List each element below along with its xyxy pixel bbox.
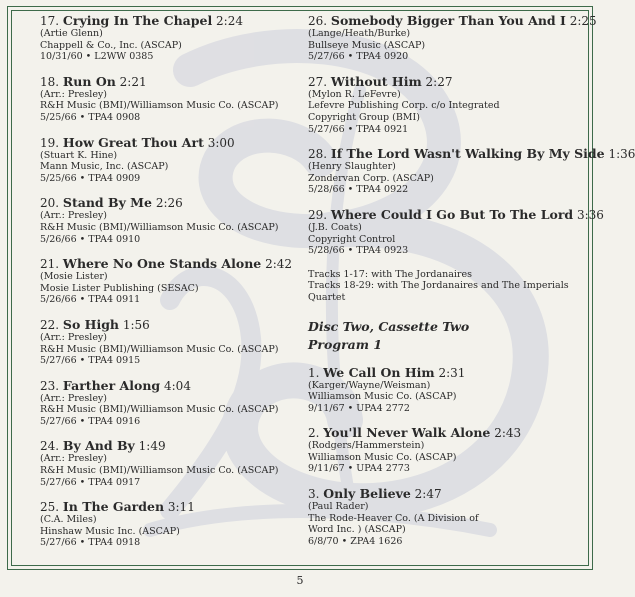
track-title-line: [308, 206, 604, 222]
track-credit-line: Williamson Music Co. (ASCAP): [308, 391, 457, 403]
track-credit-line: Lefevre Publishing Corp. c/o Integrated: [308, 100, 500, 112]
track-credit-line: (Arr.: Presley): [40, 453, 108, 465]
track-credit-line: R&H Music (BMI)/Williamson Music Co. (ASCAP): [40, 465, 279, 477]
track-credit-line: Copyright Group (BMI): [308, 111, 420, 123]
track-entry: [40, 196, 300, 245]
note-line: Quartet: [308, 291, 346, 303]
track-credit-line: Chappell & Co., Inc. (ASCAP): [40, 39, 182, 51]
track-title: Run On: [62, 73, 116, 89]
disc-heading: Disc Two, Cassette Two: [308, 318, 470, 334]
track-number: 19.: [40, 135, 60, 150]
track-entry: [40, 318, 300, 367]
track-credit-line: (Karger/Wayne/Weisman): [308, 379, 431, 391]
track-credit-line: Williamson Music Co. (ASCAP): [308, 451, 457, 463]
track-entry: [308, 75, 578, 135]
track-number: 27.: [308, 74, 328, 89]
track-entry: [40, 439, 300, 488]
track-credit-line: 6/8/70 • ZPA4 1626: [308, 535, 403, 547]
track-credit-line: (Arr.: Presley): [40, 392, 108, 404]
track-entry: [308, 366, 578, 415]
track-credit-line: 5/26/66 • TPA4 0911: [40, 294, 141, 306]
track-title-line: [308, 366, 578, 380]
track-title: So High: [62, 316, 120, 332]
recording-notes: [308, 269, 578, 304]
track-credit-line: R&H Music (BMI)/Williamson Music Co. (ASCAP): [40, 221, 279, 233]
track-title: In The Garden: [62, 499, 165, 515]
track-duration: 2:27: [425, 74, 453, 89]
track-credit-line: Bullseye Music (ASCAP): [308, 39, 426, 51]
track-duration: 3:00: [207, 135, 235, 150]
track-number: 1.: [308, 365, 320, 380]
track-entry: [40, 379, 300, 428]
note-line: Tracks 1-17: with The Jordanaires: [308, 268, 472, 280]
track-credit-line: 5/27/66 • TPA4 0921: [308, 123, 409, 135]
track-credit-line: Mosie Lister Publishing (SESAC): [40, 282, 199, 294]
track-entry: [308, 426, 578, 475]
program-heading: Program 1: [308, 336, 383, 352]
track-duration: 2:47: [414, 487, 442, 502]
track-title: You'll Never Walk Alone: [323, 425, 491, 441]
track-title-line: [40, 318, 300, 332]
track-title: By And By: [62, 438, 135, 454]
track-title: Only Believe: [323, 486, 411, 502]
track-credit-line: (Mylon R. LeFevre): [308, 88, 401, 100]
track-credit-line: Copyright Control: [308, 233, 396, 245]
track-number: 24.: [40, 439, 60, 454]
track-duration: 1:49: [138, 439, 166, 454]
track-credit-line: 5/28/66 • TPA4 0923: [308, 245, 409, 257]
track-credit-line: 5/27/66 • TPA4 0915: [40, 355, 141, 367]
track-credit-line: (Stuart K. Hine): [40, 149, 118, 161]
track-credit-line: (Paul Rader): [308, 501, 369, 513]
program-track-list: [308, 366, 578, 548]
track-entry: [40, 14, 300, 63]
track-title: Where No One Stands Alone: [62, 256, 262, 272]
track-title-line: [40, 379, 300, 393]
track-credit-line: (Lange/Heath/Burke): [308, 28, 411, 39]
track-duration: 1:56: [122, 317, 150, 332]
track-number: 20.: [40, 196, 60, 211]
track-credit-line: (Arr.: Presley): [40, 210, 108, 222]
track-credit-line: R&H Music (BMI)/Williamson Music Co. (ASCAP): [40, 404, 279, 416]
track-number: 21.: [40, 257, 60, 272]
track-duration: 4:04: [164, 378, 191, 393]
track-credit-line: (Arr.: Presley): [40, 331, 108, 343]
track-title: Crying In The Chapel: [62, 13, 213, 28]
right-track-list: [308, 13, 635, 257]
track-title-line: [40, 257, 300, 271]
track-title-line: [308, 487, 578, 501]
track-duration: 2:24: [216, 14, 243, 28]
track-credit-line: 5/27/66 • TPA4 0916: [40, 415, 141, 427]
track-duration: 3:11: [167, 500, 195, 515]
track-title-line: [40, 196, 300, 210]
track-credit-line: Zondervan Corp. (ASCAP): [308, 172, 434, 184]
track-entry: [40, 257, 300, 306]
track-title: Somebody Bigger Than You And I: [330, 13, 566, 28]
track-entry: [308, 13, 597, 63]
track-entry: [308, 146, 635, 196]
track-credit-line: (Arr.: Presley): [40, 88, 108, 100]
track-entry: [308, 487, 578, 547]
track-title: We Call On Him: [323, 364, 435, 380]
track-credit-line: (C.A. Miles): [40, 514, 97, 526]
left-column: [40, 14, 300, 561]
track-credit-line: Hinshaw Music Inc. (ASCAP): [40, 525, 180, 537]
track-credit-line: 10/31/60 • L2WW 0385: [40, 51, 154, 63]
track-number: 22.: [40, 317, 60, 332]
track-number: 2.: [308, 426, 320, 441]
track-duration: 2:31: [438, 365, 466, 380]
track-credit-line: R&H Music (BMI)/Williamson Music Co. (ASCAP): [40, 343, 279, 355]
track-entry: [40, 136, 300, 185]
track-credit-line: 9/11/67 • UPA4 2773: [308, 463, 410, 475]
track-credit-line: (Artie Glenn): [40, 28, 103, 39]
track-title-line: [308, 75, 578, 89]
track-title: Stand By Me: [62, 195, 152, 211]
track-credit-line: 5/27/66 • TPA4 0918: [40, 537, 141, 549]
track-duration: 2:42: [265, 257, 293, 272]
track-number: 17.: [40, 14, 60, 28]
track-title: Farther Along: [62, 377, 161, 393]
track-title: Where Could I Go But To The Lord: [330, 206, 574, 222]
track-title-line: [308, 146, 635, 162]
track-credit-line: 5/25/66 • TPA4 0909: [40, 172, 141, 184]
track-title-line: [40, 439, 300, 453]
track-number: 3.: [308, 487, 320, 502]
page-number: 5: [296, 574, 304, 587]
track-credit-line: 5/27/66 • TPA4 0920: [308, 51, 409, 63]
track-duration: 2:21: [119, 74, 147, 89]
track-duration: 2:43: [494, 426, 522, 441]
track-number: 26.: [308, 14, 328, 28]
track-number: 25.: [40, 500, 60, 515]
track-credit-line: The Rode-Heaver Co. (A Division of: [308, 512, 479, 524]
track-title-line: [40, 136, 300, 150]
track-duration: 2:25: [569, 14, 597, 28]
track-entry: [40, 75, 300, 124]
track-credit-line: R&H Music (BMI)/Williamson Music Co. (ASCAP): [40, 100, 279, 112]
track-credit-line: 5/27/66 • TPA4 0917: [40, 476, 141, 488]
track-title-line: [40, 500, 300, 514]
track-credit-line: 5/25/66 • TPA4 0908: [40, 111, 141, 123]
track-title-line: [308, 13, 597, 28]
track-entry: [40, 500, 300, 549]
track-credit-line: 5/26/66 • TPA4 0910: [40, 233, 141, 245]
track-credit-line: 5/28/66 • TPA4 0922: [308, 184, 409, 196]
track-duration: 3:36: [576, 207, 604, 222]
track-credit-line: Mann Music, Inc. (ASCAP): [40, 161, 169, 173]
track-credit-line: (Henry Slaughter): [308, 161, 396, 173]
track-credit-line: (Rodgers/Hammerstein): [308, 440, 425, 452]
track-duration: 1:36: [608, 147, 635, 162]
track-entry: [308, 206, 604, 257]
track-credit-line: Word Inc. ) (ASCAP): [308, 524, 406, 536]
track-number: 18.: [40, 74, 60, 89]
track-title: If The Lord Wasn't Walking By My Side: [330, 146, 605, 162]
track-title-line: [40, 14, 300, 28]
track-credit-line: 9/11/67 • UPA4 2772: [308, 402, 410, 414]
track-number: 28.: [308, 147, 328, 162]
note-line: Tracks 18-29: with The Jordanaires and The Imperials: [308, 280, 569, 292]
track-number: 29.: [308, 207, 328, 222]
track-title: How Great Thou Art: [62, 134, 204, 150]
right-column: [308, 13, 635, 559]
track-title-line: [40, 75, 300, 89]
track-duration: 2:26: [155, 196, 183, 211]
track-number: 23.: [40, 378, 60, 393]
track-credit-line: (Mosie Lister): [40, 271, 108, 283]
track-credit-line: (J.B. Coats): [308, 221, 362, 233]
track-title-line: [308, 426, 578, 440]
track-title: Without Him: [330, 73, 422, 89]
